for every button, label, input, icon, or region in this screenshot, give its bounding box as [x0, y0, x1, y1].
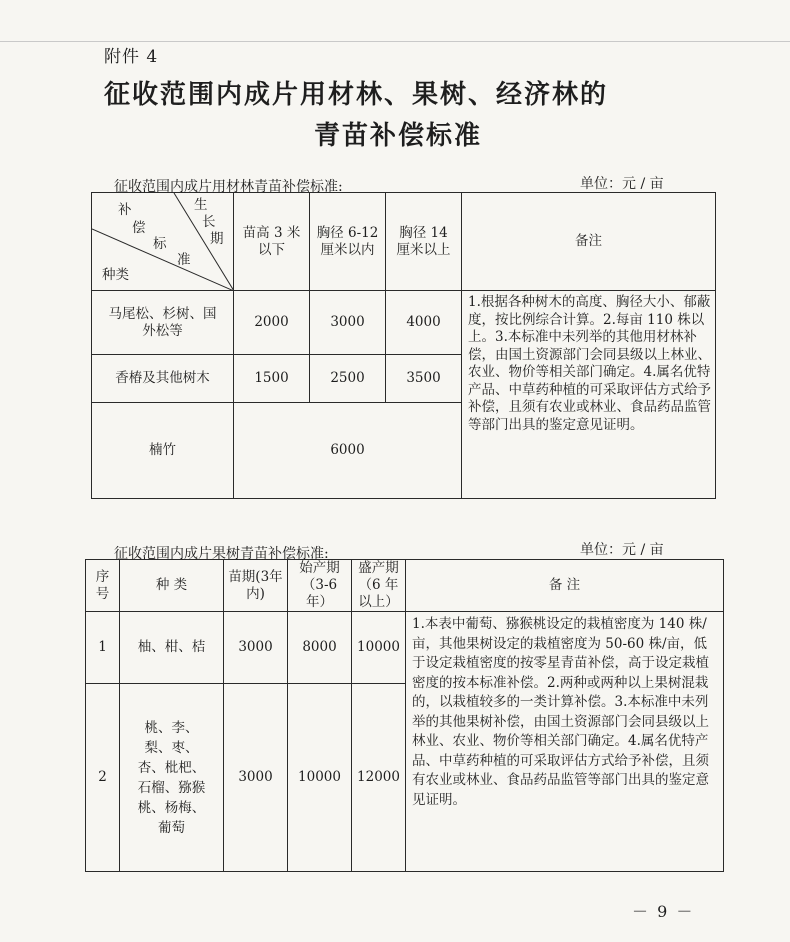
header-seedling-stage: 苗期(3年内)	[224, 560, 288, 612]
row-value: 12000	[352, 684, 406, 872]
corner-char-sheng: 生	[194, 197, 208, 213]
row-value: 4000	[386, 291, 462, 355]
table1-remarks: 1.根据各种树木的高度、胸径大小、郁蔽度，按比例综合计算。2.每亩 110 株以上。3.本标准中未列举的其他用材林补偿，由国土资源部门会同县级以上林业、农业、物价等相关部门确定。4.属名优特产品、中草药种植的可采取评估方式给予补偿，且须有农业或林业、食品药品监管等部门出具的鉴定意见证明。	[462, 291, 716, 499]
header-remarks: 备 注	[406, 560, 724, 612]
row-value: 3500	[386, 355, 462, 403]
title-line-2: 青苗补偿标准	[314, 121, 483, 151]
corner-char-biao: 标	[153, 236, 167, 252]
corner-char-bu: 补	[118, 202, 132, 218]
row-value: 1500	[234, 355, 310, 403]
corner-char-qi: 期	[210, 231, 224, 247]
header-seedling: 苗高 3 米以下	[234, 193, 310, 291]
header-peak-yield: 盛产期（6 年以上）	[352, 560, 406, 612]
page-number: － 9 －	[632, 902, 695, 921]
corner-char-zhun: 准	[177, 252, 191, 268]
row-name: 香椿及其他树木	[92, 355, 234, 403]
row-value: 3000	[224, 612, 288, 684]
row-value: 2500	[310, 355, 386, 403]
corner-kind-label: 种类	[102, 267, 129, 283]
row-value: 3000	[310, 291, 386, 355]
row-value: 8000	[288, 612, 352, 684]
header-dbh-14: 胸径 14 厘米以上	[386, 193, 462, 291]
table2-caption: 征收范围内成片果树青苗补偿标准:	[114, 546, 329, 562]
row-value: 10000	[288, 684, 352, 872]
timber-compensation-table	[91, 192, 716, 499]
row-kind: 柚、柑、桔	[120, 612, 224, 684]
header-kind: 种 类	[120, 560, 224, 612]
annex-label: 附件 4	[104, 47, 159, 67]
row-name: 楠竹	[92, 403, 234, 499]
corner-char-chang: 偿	[132, 220, 146, 236]
header-initial-yield: 始产期（3-6年）	[288, 560, 352, 612]
row-seq: 2	[86, 684, 120, 872]
title-line-1: 征收范围内成片用材林、果树、经济林的	[104, 80, 609, 110]
row-seq: 1	[86, 612, 120, 684]
row-name: 马尾松、杉树、国外松等	[92, 291, 234, 355]
table1-caption: 征收范围内成片用材林青苗补偿标准:	[114, 179, 343, 195]
row-kind: 桃、李、梨、枣、杏、枇杷、石榴、猕猴桃、杨梅、葡萄	[120, 684, 224, 872]
fruit-tree-compensation-table	[85, 559, 724, 872]
row-value: 10000	[352, 612, 406, 684]
row-value: 2000	[234, 291, 310, 355]
row-value: 3000	[224, 684, 288, 872]
table1-corner-header	[92, 193, 234, 291]
table2-unit: 单位：元 / 亩	[580, 542, 664, 558]
corner-char-zhang: 长	[202, 214, 216, 230]
header-dbh-6-12: 胸径 6-12 厘米以内	[310, 193, 386, 291]
header-remarks: 备注	[462, 193, 716, 291]
header-seq: 序号	[86, 560, 120, 612]
table1-unit: 单位：元 / 亩	[580, 176, 664, 192]
table2-remarks: 1.本表中葡萄、猕猴桃设定的栽植密度为 140 株/亩，其他果树设定的栽植密度为 50-60 株/亩，低于设定栽植密度的按零星青苗补偿，高于设定栽植密度的按本标准补偿。2.两种或两种以上果树混栽的，以栽植较多的一类计算补偿。3.本标准中未列举的其他果树补偿，由国土资源部门会同县级以上林业、农业、物价等相关部门确定。4.属名优特产品、中草药种植的可采取评估方式给予补偿，且须有农业或林业、食品药品监管等部门出具的鉴定意见证明。	[406, 612, 724, 872]
row-merged-value: 6000	[234, 403, 462, 499]
